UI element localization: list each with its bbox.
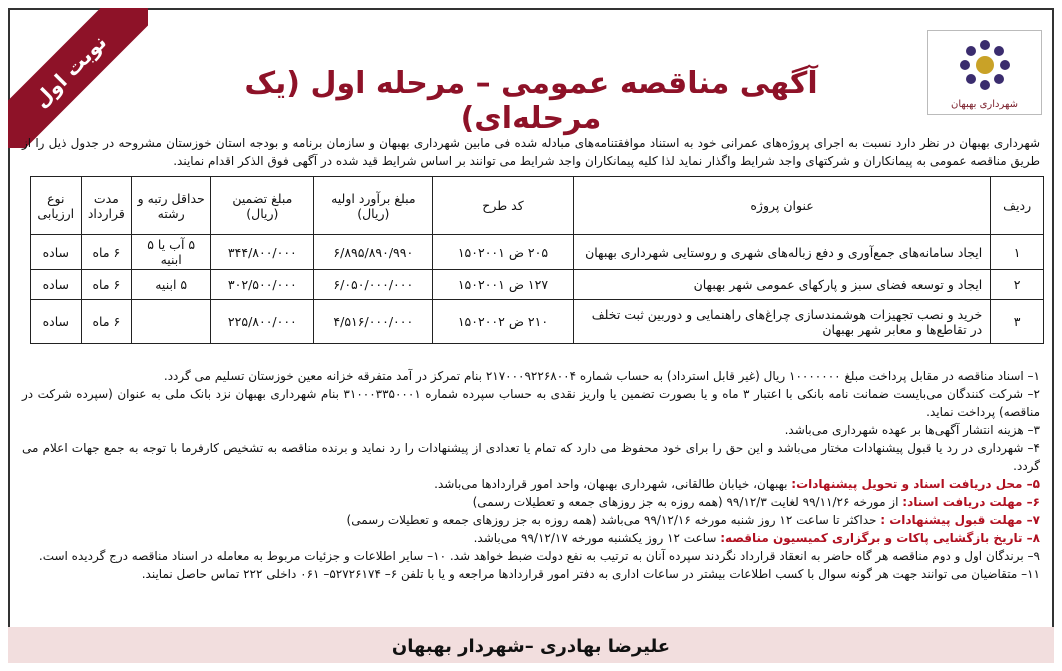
table-header-row [31,177,1044,235]
conditions-list [22,367,1040,583]
condition-text: ساعت ۱۲ روز یکشنبه مورخه ۹۹/۱۲/۱۷ می‌باشد. [473,531,721,545]
condition-text: ۳– هزینه انتشار آگهی‌ها بر عهده شهرداری می‌باشد. [784,423,1040,437]
condition-label: ۷– مهلت قبول پیشنهادات : [880,513,1040,527]
condition-item [22,493,1040,511]
condition-label: ۸– تاریخ بازگشایی پاکات و برگزاری کمیسیون مناقصه: [720,531,1040,545]
table-cell: ۵ ابنیه [132,270,211,300]
condition-item [22,439,1040,475]
intro-paragraph: شهرداری بهبهان در نظر دارد نسبت به اجرای پروژه‌های عمرانی خود به استناد موافقتنامه‌های مبادله شده فی مابین شهرداری بهبهان و سازمان برنامه و بودجه استان خوزستان مشروحه در جدول ذیل را از طریق مناقصه عمومی به پیمانکاران و شرکتهای واجد شرایط واگذار نماید لذا کلیه پیمانکاران واجد شرایط می توانند بر اساس شرایط قید شده در آگهی فوق الذکر اقدام نمایند. [22,136,1040,168]
condition-text: ۴– شهرداری در رد یا قبول پیشنهادات مختار می‌باشد و این حق را برای خود محفوظ می دارد که تمام یا تعدادی از پیشنهادات را رد نماید و برنده مناقصه به تشخیص کارفرما با توجه به جمع جهات اعلام می گردد. [22,441,1040,473]
condition-text: ۱۱– متقاضیان می توانند جهت هر گونه سوال با کسب اطلاعات بیشتر در ساعات اداری به دفتر امور قراردادها مراجعه و یا با تلفن ۶– ۵۲۷۲۶۱۷۴– ۰۶۱ داخلی ۲۲۲ تماس حاصل نمایند. [141,567,1040,581]
table-cell: ۳ [991,300,1044,344]
projects-table [30,176,1044,344]
condition-item [22,385,1040,421]
table-cell: ۶ ماه [81,235,132,270]
table-cell: ۱۲۷ ض ۱۵۰۲۰۰۱ [433,270,574,300]
condition-item [22,547,1040,565]
condition-text: ۲– شرکت کنندگان می‌بایست ضمانت نامه بانکی با اعتبار ۳ ماه و یا بصورت تضمین یا واریز نقدی به حساب سپرده شماره ۳۱۰۰۰۳۳۵۰۰۰۱ بنام شهرداری بهبهان نزد بانک ملی به عنوان (سپرده شرکت در مناقصه) پرداخت نماید. [22,387,1040,419]
header-cell: عنوان پروژه [573,177,991,235]
table-cell: ۶/۰۵۰/۰۰۰/۰۰۰ [314,270,433,300]
table-cell: ساده [31,235,82,270]
condition-text: ۹– برندگان اول و دوم مناقصه هر گاه حاضر به انعقاد قرارداد نگردند سپرده آنان به ترتیب به نفع دولت ضبط خواهد شد. ۱۰– سایر اطلاعات و جزئیات مربوط به معامله در اسناد مناقصه درج گردیده است. [38,549,1040,563]
condition-item [22,367,1040,385]
logo-text: شهرداری بهبهان [951,99,1018,110]
table-cell: ۶ ماه [81,300,132,344]
table-cell: ایجاد و توسعه فضای سبز و پارکهای عمومی شهر بهبهان [573,270,991,300]
table-row [31,270,1044,300]
signature-footer: علیرضا بهادری –شهردار بهبهان [391,636,671,657]
ribbon-badge: نوبت اول [8,8,148,148]
ribbon-clip [8,8,148,148]
table-cell: ساده [31,300,82,344]
condition-text: بهبهان، خیابان طالقانی، شهرداری بهبهان، واحد امور قراردادها می‌باشد. [434,477,792,491]
page-title: آگهی مناقصه عمومی – مرحله اول (یک مرحله‌ای) [244,66,818,136]
table-cell [132,300,211,344]
municipality-logo [927,30,1042,115]
table-cell: ۶ ماه [81,270,132,300]
condition-item [22,529,1040,547]
condition-item [22,565,1040,583]
table-cell: ۲۱۰ ض ۱۵۰۲۰۰۲ [433,300,574,344]
table-cell: ۳۴۴/۸۰۰/۰۰۰ [211,235,314,270]
table-row [31,300,1044,344]
table-cell: ۲۰۵ ض ۱۵۰۲۰۰۱ [433,235,574,270]
condition-label: ۶– مهلت دریافت اسناد: [902,495,1040,509]
condition-item [22,475,1040,493]
header-cell: مدت قرارداد [81,177,132,235]
header-cell: نوع ارزیابی [31,177,82,235]
condition-text: حداکثر تا ساعت ۱۲ روز شنبه مورخه ۹۹/۱۲/۱۶ می‌باشد (همه روزه به جز روزهای جمعه و تعطیلات رسمی) [346,513,881,527]
header-cell: حداقل رتبه و رشته [132,177,211,235]
table-cell: ۲ [991,270,1044,300]
table-cell: ۶/۸۹۵/۸۹۰/۹۹۰ [314,235,433,270]
table-cell: ساده [31,270,82,300]
condition-label: ۵– محل دریافت اسناد و تحویل پیشنهادات: [791,477,1040,491]
condition-item [22,421,1040,439]
header-cell: ردیف [991,177,1044,235]
table-cell: ۱ [991,235,1044,270]
table-cell: ایجاد سامانه‌های جمع‌آوری و دفع زباله‌های شهری و روستایی شهرداری بهبهان [573,235,991,270]
table-cell: ۲۲۵/۸۰۰/۰۰۰ [211,300,314,344]
logo-emblem-icon [957,37,1013,93]
header-cell: کد طرح [433,177,574,235]
condition-text: ۱– اسناد مناقصه در مقابل پرداخت مبلغ ۱۰۰۰۰۰۰۰ ریال (غیر قابل استرداد) به حساب شماره ۲۱۷۰۰۰۹۲۲۶۸۰۰۴ بنام تمرکز در آمد متفرقه خزانه معین خوزستان تسلیم می گردد. [163,369,1040,383]
header-cell: مبلغ برآورد اولیه (ریال) [314,177,433,235]
condition-item [22,511,1040,529]
table-cell: خرید و نصب تجهیزات هوشمندسازی چراغ‌های راهنمایی و دوربین ثبت تخلف در تقاطع‌ها و معابر شهر بهبهان [573,300,991,344]
table-row [31,235,1044,270]
header-cell: مبلغ تضمین (ریال) [211,177,314,235]
condition-text: از مورخه ۹۹/۱۱/۲۶ لغایت ۹۹/۱۲/۳ (همه روزه به جز روزهای جمعه و تعطیلات رسمی) [472,495,903,509]
table-cell: ۵ آب یا ۵ ابنیه [132,235,211,270]
table-cell: ۴/۵۱۶/۰۰۰/۰۰۰ [314,300,433,344]
table-cell: ۳۰۲/۵۰۰/۰۰۰ [211,270,314,300]
